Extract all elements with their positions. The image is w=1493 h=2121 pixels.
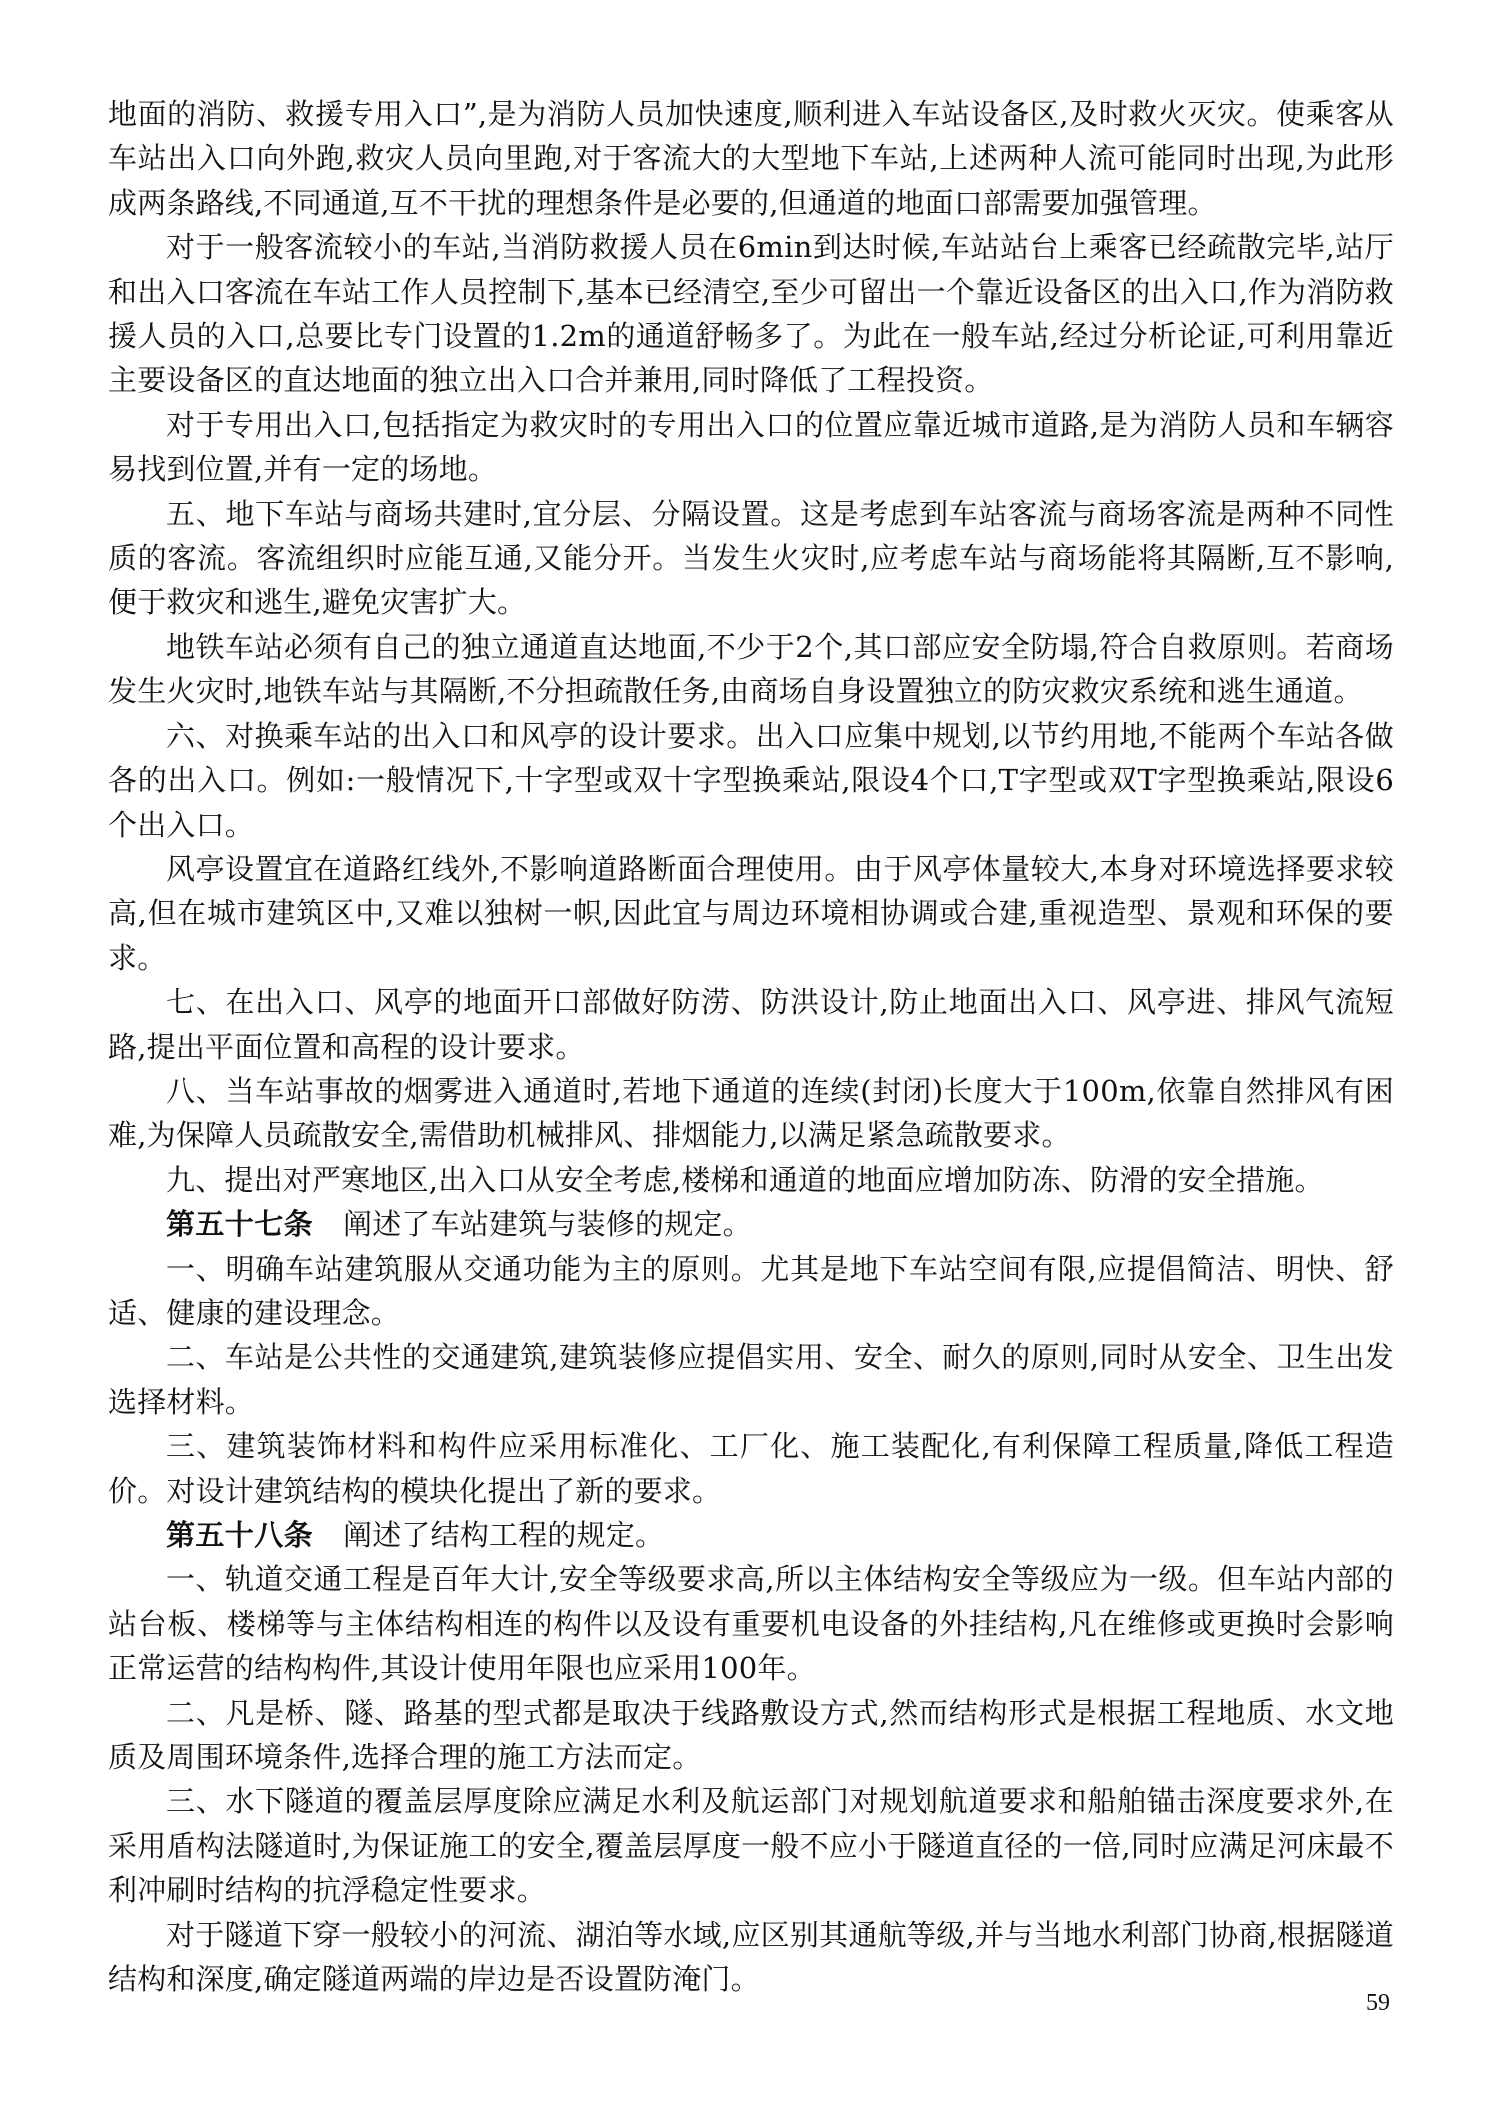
paragraph-6: 六、对换乘车站的出入口和风亭的设计要求。出入口应集中规划,以节约用地,不能两个车站各做各的出入口。例如:一般情况下,十字型或双十字型换乘站,限设4个口,T字型或双T字型换乘站,限设6个出入口。 — [108, 718, 1394, 842]
paragraph-1: 地面的消防、救援专用入口”,是为消防人员加快速度,顺利进入车站设备区,及时救火灭灾。使乘客从车站出入口向外跑,救灾人员向里跑,对于客流大的大型地下车站,上述两种人流可能同时出现,为此形成两条路线,不同通道,互不干扰的理想条件是必要的,但通道的地面口部需要加强管理。 — [108, 97, 1394, 220]
page-number: 59 — [1366, 1990, 1390, 2016]
paragraph-16: 一、轨道交通工程是百年大计,安全等级要求高,所以主体结构安全等级应为一级。但车站内部的站台板、楼梯等与主体结构相连的构件以及设有重要机电设备的外挂结构,凡在维修或更换时会影响正常运营的结构构件,其设计使用年限也应采用100年。 — [108, 1562, 1394, 1686]
paragraph-3: 对于专用出入口,包括指定为救灾时的专用出入口的位置应靠近城市道路,是为消防人员和车辆容易找到位置,并有一定的场地。 — [108, 407, 1394, 487]
article-57 — [108, 1202, 1394, 1246]
paragraph-17: 二、凡是桥、隧、路基的型式都是取决于线路敷设方式,然而结构形式是根据工程地质、水文地质及周围环境条件,选择合理的施工方法而定。 — [108, 1695, 1394, 1775]
paragraph-12: 一、明确车站建筑服从交通功能为主的原则。尤其是地下车站空间有限,应提倡简洁、明快、舒适、健康的建设理念。 — [108, 1251, 1394, 1330]
paragraph-2: 对于一般客流较小的车站,当消防救援人员在6min到达时候,车站站台上乘客已经疏散完毕,站厅和出入口客流在车站工作人员控制下,基本已经清空,至少可留出一个靠近设备区的出入口,作为消防救援人员的入口,总要比专门设置的1.2m的通道舒畅多了。为此在一般车站,经过分析论证,可利用靠近主要设备区的直达地面的独立出入口合并兼用,同时降低了工程投资。 — [108, 230, 1394, 398]
article-57-text: 阐述了车站建筑与装修的规定。 — [343, 1207, 752, 1242]
paragraph-14: 三、建筑装饰材料和构件应采用标准化、工厂化、施工装配化,有利保障工程质量,降低工程造价。对设计建筑结构的模块化提出了新的要求。 — [108, 1429, 1394, 1508]
paragraph-8: 七、在出入口、风亭的地面开口部做好防涝、防洪设计,防止地面出入口、风亭进、排风气流短路,提出平面位置和高程的设计要求。 — [108, 985, 1394, 1064]
article-58-text: 阐述了结构工程的规定。 — [343, 1518, 665, 1552]
article-57-heading: 第五十七条 — [166, 1207, 314, 1242]
document-body — [108, 92, 1394, 2001]
article-58-heading: 第五十八条 — [166, 1518, 314, 1552]
article-58 — [108, 1513, 1394, 1557]
paragraph-4: 五、地下车站与商场共建时,宜分层、分隔设置。这是考虑到车站客流与商场客流是两种不同性质的客流。客流组织时应能互通,又能分开。当发生火灾时,应考虑车站与商场能将其隔断,互不影响,便于救灾和逃生,避免灾害扩大。 — [108, 496, 1394, 620]
paragraph-19: 对于隧道下穿一般较小的河流、湖泊等水域,应区别其通航等级,并与当地水利部门协商,根据隧道结构和深度,确定隧道两端的岸边是否设置防淹门。 — [108, 1917, 1394, 1997]
paragraph-5: 地铁车站必须有自己的独立通道直达地面,不少于2个,其口部应安全防塌,符合自救原则。若商场发生火灾时,地铁车站与其隔断,不分担疏散任务,由商场自身设置独立的防灾救灾系统和逃生通道。 — [108, 629, 1394, 709]
paragraph-10: 九、提出对严寒地区,出入口从安全考虑,楼梯和通道的地面应增加防冻、防滑的安全措施。 — [166, 1162, 1324, 1197]
paragraph-18: 三、水下隧道的覆盖层厚度除应满足水利及航运部门对规划航道要求和船舶锚击深度要求外,在采用盾构法隧道时,为保证施工的安全,覆盖层厚度一般不应小于隧道直径的一倍,同时应满足河床最不利冲刷时结构的抗浮稳定性要求。 — [108, 1784, 1394, 1908]
paragraph-13: 二、车站是公共性的交通建筑,建筑装修应提倡实用、安全、耐久的原则,同时从安全、卫生出发选择材料。 — [108, 1340, 1394, 1419]
paragraph-9: 八、当车站事故的烟雾进入通道时,若地下通道的连续(封闭)长度大于100m,依靠自然排风有困难,为保障人员疏散安全,需借助机械排风、排烟能力,以满足紧急疏散要求。 — [108, 1073, 1394, 1153]
paragraph-7: 风亭设置宜在道路红线外,不影响道路断面合理使用。由于风亭体量较大,本身对环境选择要求较高,但在城市建筑区中,又难以独树一帜,因此宜与周边环境相协调或合建,重视造型、景观和环保的要求。 — [108, 851, 1394, 975]
